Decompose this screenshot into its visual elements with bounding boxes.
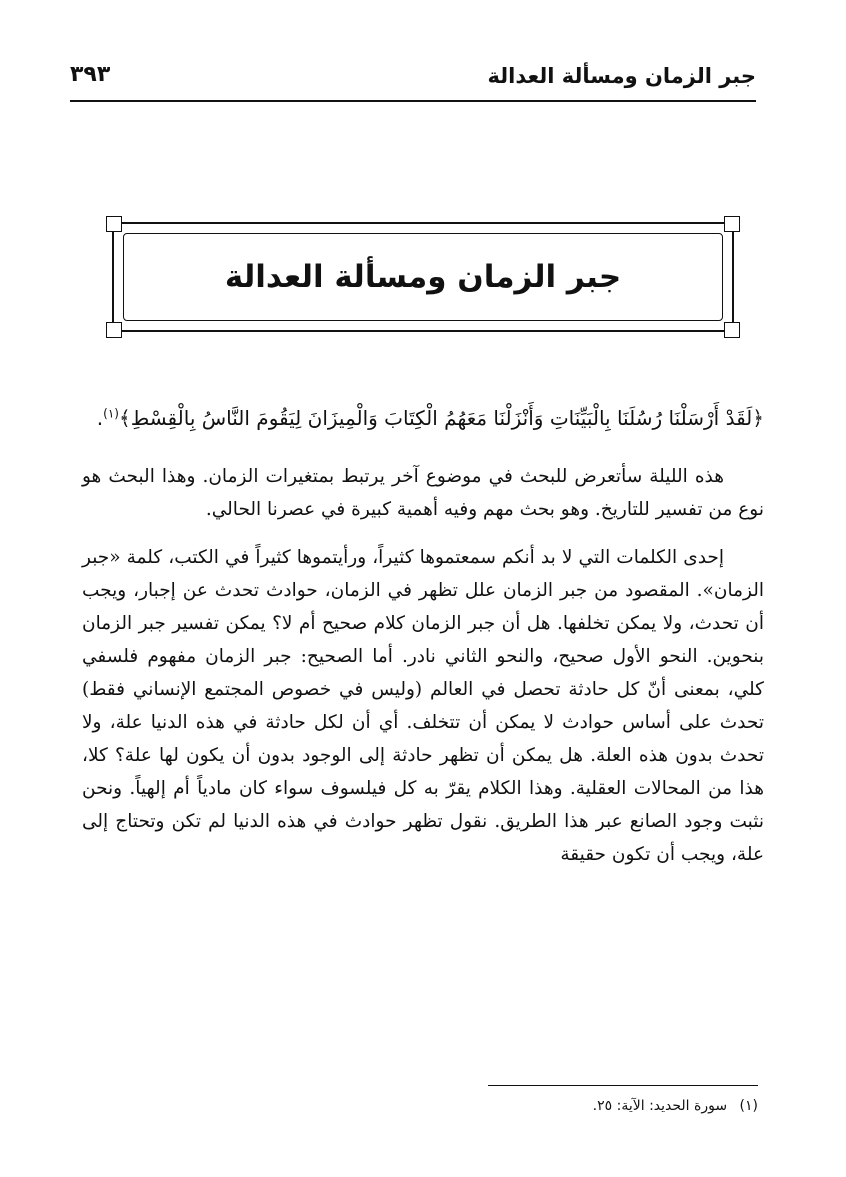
chapter-title-frame [112, 222, 734, 332]
paragraph: إحدى الكلمات التي لا بد أنكم سمعتموها كثيراً، ورأيتموها كثيراً في الكتب، كلمة «جبر الزمان». المقصود من جبر الزمان علل تظهر في الزمان، حوادث تحدث عن إجبار، ويجب أن تحدث، ولا يمكن تخلفها. هل أن جبر الزمان كلام صحيح أم لا؟ يمكن تفسير جبر الزمان بنحوين. النحو الأول صحيح، والنحو الثاني نادر. أما الصحيح: جبر الزمان مفهوم فلسفي كلي، بمعنى أنّ كل حادثة تحصل في العالم (وليس في خصوص المجتمع الإنساني فقط) تحدث على أساس حوادث لا يمكن أن تتخلف. أي أن لكل حادثة في هذه الدنيا علة، ولا تحدث بدون هذه العلة. هل يمكن أن تظهر حادثة إلى الوجود بدون أن يكون لها علة؟ كلا، هذا من المحالات العقلية. وهذا الكلام يقرّ به كل فيلسوف سواء كان مادياً أم إلهياً. ونحن نثبت وجود الصانع عبر هذا الطريق. نقول تظهر حوادث في هذه الدنيا لم تكن وتحتاج إلى علة، ويجب أن تكون حقيقة [82, 547, 764, 865]
chapter-title: جبر الزمان ومسألة العدالة [224, 259, 622, 295]
page-header [70, 58, 756, 102]
verse-end: . [96, 406, 104, 430]
footnote [593, 1098, 758, 1114]
footnote-number: (١) [739, 1098, 758, 1114]
paragraph: هذه الليلة سأتعرض للبحث في موضوع آخر يرتبط بمتغيرات الزمان. وهذا البحث هو نوع من تفسير للتاريخ. وهو بحث مهم وفيه أهمية كبيرة في عصرنا الحالي. [82, 466, 764, 520]
page-number: ٣٩٣ [70, 62, 111, 87]
quran-verse [82, 398, 764, 438]
running-title: جبر الزمان ومسألة العدالة [487, 64, 756, 88]
footnote-divider [488, 1085, 758, 1086]
page-body [82, 398, 764, 886]
verse-text: ﴿لَقَدْ أَرْسَلْنَا رُسُلَنَا بِالْبَيِّنَاتِ وَأَنْزَلْنَا مَعَهُمُ الْكِتَابَ وَالْمِيزَانَ لِيَقُومَ النَّاسُ بِالْقِسْطِ﴾ [118, 406, 764, 430]
footnote-reference: (١) [103, 406, 119, 421]
footnote-text: سورة الحديد: الآية: ٢٥. [592, 1098, 728, 1114]
